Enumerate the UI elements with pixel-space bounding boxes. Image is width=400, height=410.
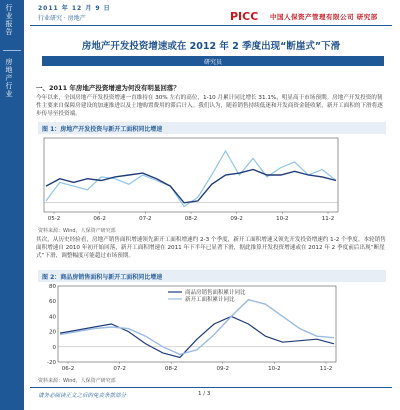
x-tick-label: 07-2 bbox=[139, 216, 152, 222]
x-tick-label: 10-2 bbox=[268, 366, 281, 372]
figure-2-title-bar bbox=[38, 270, 386, 282]
report-category: 行业研究 · 房地产 bbox=[38, 15, 86, 22]
sidebar-divider bbox=[3, 50, 21, 51]
company-name: 中国人保资产管理有限公司 研究部 bbox=[270, 13, 378, 21]
section-heading: 一、2011 年房地产投资增速为何没有明显回落？ bbox=[36, 84, 180, 92]
footer-disclaimer: 请务必阅读正文之后的免责条款部分 bbox=[38, 393, 127, 399]
left-sidebar bbox=[0, 0, 24, 410]
series-line-2 bbox=[46, 170, 336, 203]
x-tick-label: 05-2 bbox=[47, 216, 61, 222]
y-tick-label: 40 bbox=[49, 314, 56, 321]
x-tick-label: 06-2 bbox=[61, 366, 75, 372]
sidebar-report-type: 行业报告 bbox=[5, 4, 13, 36]
x-tick-label: 07-2 bbox=[113, 366, 126, 372]
x-tick-label: 06-2 bbox=[93, 216, 106, 222]
logo-text: PICC bbox=[230, 10, 259, 22]
author-bar bbox=[42, 56, 384, 66]
figure-1-title-bar bbox=[38, 122, 386, 134]
y-tick-label: 80 bbox=[49, 284, 56, 290]
plot-frame bbox=[44, 138, 338, 212]
series-line-1 bbox=[60, 316, 334, 357]
y-tick-label: 60 bbox=[49, 299, 56, 306]
legend-label: 商品房销售面积累计同比 bbox=[185, 290, 246, 296]
y-tick-label: -20 bbox=[47, 360, 56, 366]
sidebar-industry: 房地产行业 bbox=[5, 58, 13, 98]
x-tick-label: 10-2 bbox=[276, 216, 289, 222]
y-tick-label: 0 bbox=[52, 344, 56, 351]
figure-1-chart bbox=[38, 134, 386, 224]
legend-label: 新开工面积累计同比 bbox=[185, 297, 235, 303]
series-line-2 bbox=[60, 300, 334, 355]
paragraph-1: 今年以来，全国房地产开发投资增速一直维持在 30% 左右的高位，1-10 月累计同比增长 31.1%，明显高于市场预期。房地产开发投资的韧性主要来自保障房建设的加速推进以及土地购置费用的滞后计入。我们认为，随着销售持续低迷和开发商资金链收紧，新开工面积的下滑将逐步传导至投资端。 bbox=[36, 95, 383, 117]
author-name: 研究员 bbox=[203, 59, 222, 66]
report-title: 房地产开发投资增速或在 2012 年 2 季度出现“断崖式”下滑 bbox=[81, 41, 341, 52]
figure-2-source: 资料来源：Wind，人保资产研究部 bbox=[38, 378, 116, 384]
report-date: 2011 年 12 月 9 日 bbox=[38, 5, 111, 12]
figure-1-title: 图 1：房地产开发投资与新开工面积同比增速 bbox=[42, 126, 163, 133]
x-tick-label: 11-2 bbox=[321, 216, 335, 222]
x-tick-label: 08-2 bbox=[184, 216, 198, 222]
picc-logo bbox=[230, 10, 268, 22]
header-divider bbox=[30, 25, 392, 26]
y-tick-label: 20 bbox=[49, 329, 56, 336]
figure-2-title: 图 2：商品房销售面积与新开工面积同比增速 bbox=[42, 274, 163, 281]
x-tick-label: 08-2 bbox=[164, 366, 178, 372]
footer-divider bbox=[30, 387, 392, 388]
figure-1-source: 资料来源：Wind，人保资产研究部 bbox=[38, 228, 116, 234]
x-tick-label: 11-2 bbox=[319, 366, 333, 372]
page-number: 1 / 3 bbox=[198, 391, 211, 397]
paragraph-2: 其次，从历史经验看，房地产销售面积增速领先新开工面积增速约 2-3 个季度，新开工面积增速又领先开发投资增速约 1-2 个季度。本轮销售面积增速自 2010 年初开始回落，新开工面积增速在 2011 年下半年已显著下滑，据此推算开发投资增速或在 2012 年 2 季度前后出现“断崖式”下滑，调整幅度可能超过市场预期。 bbox=[36, 237, 386, 259]
figure-2-chart bbox=[38, 282, 386, 374]
x-tick-label: 09-2 bbox=[230, 216, 243, 222]
x-tick-label: 09-2 bbox=[216, 366, 230, 372]
